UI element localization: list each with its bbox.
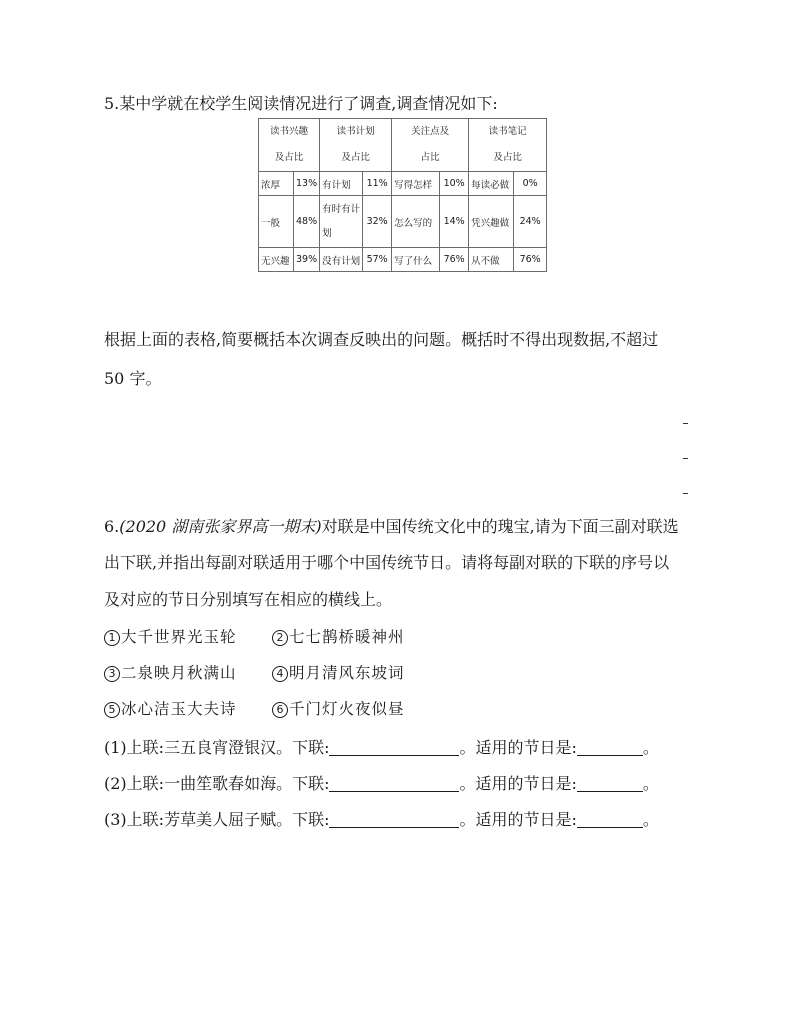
table-cell: 0% [514, 172, 547, 196]
option-4: 4 明月清风东坡词 [272, 663, 405, 683]
q5-task-line1: 根据上面的表格,简要概括本次调查反映出的问题。概括时不得出现数据,不超过 [104, 330, 659, 349]
answer-blank-festival[interactable] [577, 811, 643, 828]
table-cell: 从不做 [469, 248, 514, 272]
circled-number: 6 [272, 702, 288, 718]
answer-blank-festival[interactable] [577, 775, 643, 792]
table-cell: 14% [440, 196, 469, 248]
circled-number: 5 [104, 702, 120, 718]
table-cell: 10% [440, 172, 469, 196]
circled-number: 2 [272, 630, 288, 646]
survey-table [258, 118, 547, 272]
q6-number: 6. [104, 517, 120, 536]
table-cell: 39% [294, 248, 320, 272]
answer-line-mark [683, 493, 688, 494]
table-cell: 写了什么 [392, 248, 440, 272]
table-header-notes: 读书笔记 及占比 [469, 119, 547, 172]
table-cell: 57% [363, 248, 392, 272]
table-header-focus: 关注点及 占比 [392, 119, 469, 172]
table-cell: 13% [294, 172, 320, 196]
q6-source: (2020 湖南张家界高一期末) [119, 517, 322, 536]
q6-line1 [104, 517, 679, 537]
table-row [259, 172, 547, 196]
q6-line3: 及对应的节日分别填写在相应的横线上。 [104, 590, 393, 609]
table-cell: 每读必做 [469, 172, 514, 196]
table-cell: 76% [514, 248, 547, 272]
table-cell: 48% [294, 196, 320, 248]
table-cell: 写得怎样 [392, 172, 440, 196]
q5-stem: 5.某中学就在校学生阅读情况进行了调查,调查情况如下: [104, 94, 498, 113]
option-2: 2 七七鹊桥暖神州 [272, 627, 405, 647]
circled-number: 3 [104, 666, 120, 682]
table-header-interest: 读书兴趣 及占比 [259, 119, 320, 172]
table-cell: 没有计划 [320, 248, 363, 272]
table-header-plan: 读书计划 及占比 [320, 119, 392, 172]
answer-blank-couplet[interactable] [329, 739, 459, 756]
q6-item-3: (3)上联:芳草美人屈子赋。下联: 。适用的节日是: 。 [104, 810, 659, 829]
circled-number: 4 [272, 666, 288, 682]
option-3: 3 二泉映月秋满山 [104, 663, 237, 683]
table-cell: 76% [440, 248, 469, 272]
table-cell: 11% [363, 172, 392, 196]
option-6: 6 千门灯火夜似昼 [272, 699, 405, 719]
q5-task-line2: 50 字。 [104, 369, 162, 388]
table-cell: 无兴趣 [259, 248, 294, 272]
table-cell: 32% [363, 196, 392, 248]
table-cell: 一般 [259, 196, 294, 248]
answer-blank-couplet[interactable] [329, 775, 459, 792]
table-cell: 24% [514, 196, 547, 248]
table-cell: 有时有计划 [320, 196, 363, 248]
table-row [259, 196, 547, 248]
option-1: 1 大千世界光玉轮 [104, 627, 237, 647]
table-cell: 凭兴趣做 [469, 196, 514, 248]
q6-intro: 对联是中国传统文化中的瑰宝,请为下面三副对联选 [321, 517, 679, 536]
answer-line-mark [683, 458, 688, 459]
answer-line-mark [683, 423, 688, 424]
q6-line2: 出下联,并指出每副对联适用于哪个中国传统节日。请将每副对联的下联的序号以 [104, 553, 670, 572]
answer-blank-couplet[interactable] [329, 811, 459, 828]
q6-item-1: (1)上联:三五良宵澄银汉。下联: 。适用的节日是: 。 [104, 738, 659, 757]
table-cell: 浓厚 [259, 172, 294, 196]
q6-item-2: (2)上联:一曲笙歌春如海。下联: 。适用的节日是: 。 [104, 774, 659, 793]
table-row [259, 248, 547, 272]
circled-number: 1 [104, 630, 120, 646]
answer-blank-festival[interactable] [577, 739, 643, 756]
table-cell: 有计划 [320, 172, 363, 196]
table-cell: 怎么写的 [392, 196, 440, 248]
option-5: 5 冰心洁玉大夫诗 [104, 699, 237, 719]
